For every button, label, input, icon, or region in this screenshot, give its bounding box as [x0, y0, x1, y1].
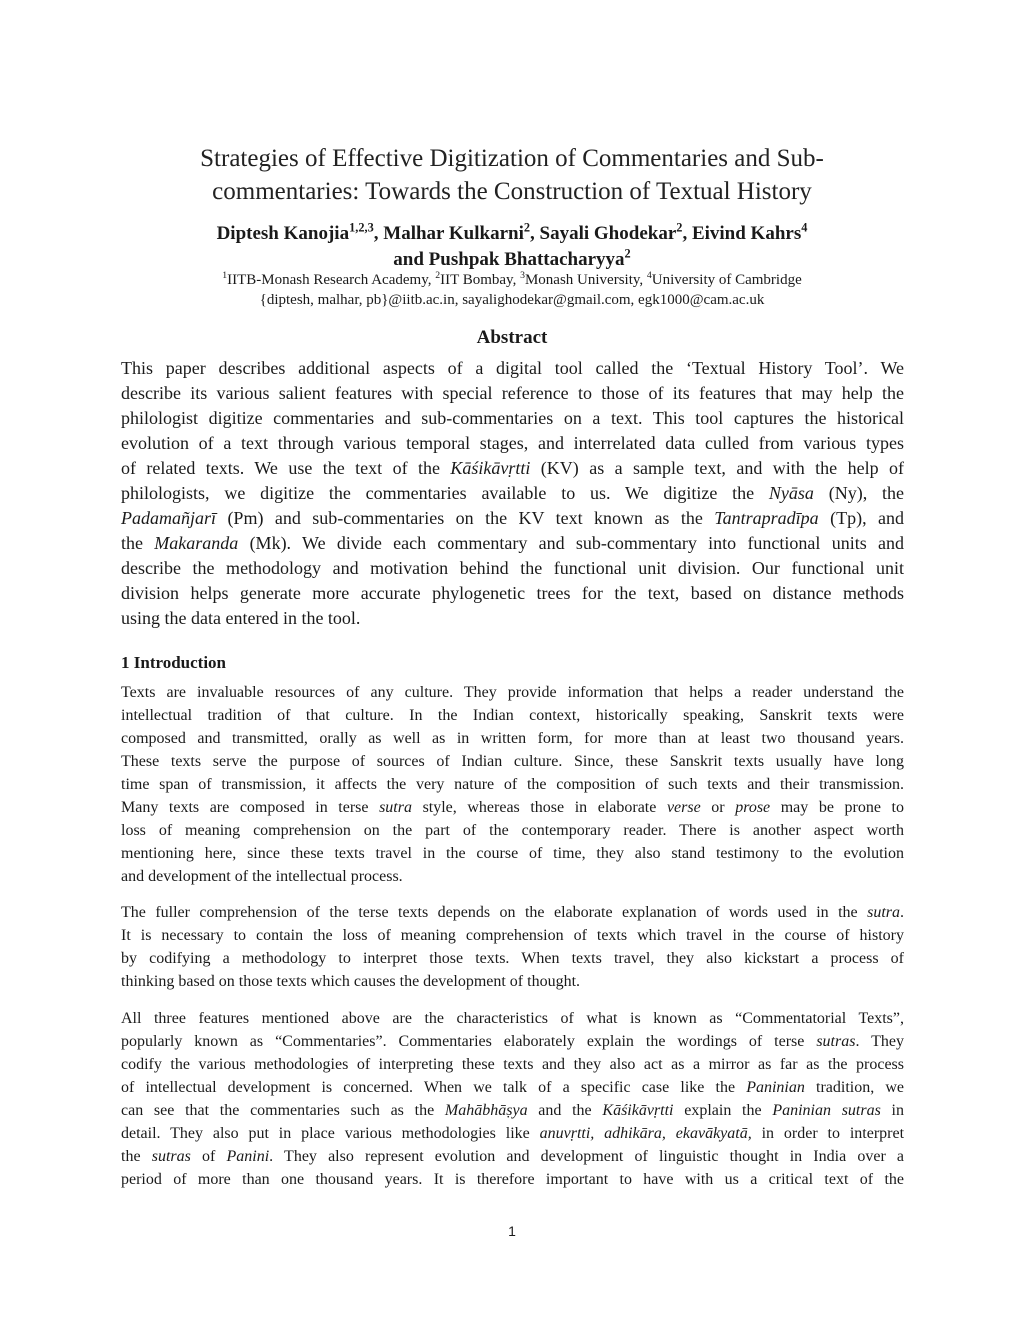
- italic-term: Kāśikāvṛtti: [602, 1102, 674, 1119]
- text-line: detail. They also put in place various methodologies like anuvṛtti, adhikāra, ekavākyatā, in order to interpret: [121, 1125, 905, 1142]
- affil-marker: 4: [646, 270, 652, 281]
- text-line: Many texts are composed in terse sutra style, whereas those in elaborate verse or prose may be prone to: [121, 799, 904, 816]
- text-line: thinking based on those texts which causes the development of thought.: [121, 973, 581, 990]
- affil-marker: 3: [520, 270, 525, 281]
- italic-term: Mahābhāṣya: [444, 1102, 528, 1119]
- title-line: Strategies of Effective Digitization of Commentaries and Sub-: [200, 145, 824, 172]
- paper-title: [120, 142, 904, 208]
- italic-term: sutras: [816, 1033, 856, 1050]
- text-line: evolution of a text through various temporal stages, and interrelated data culled from various types: [121, 433, 904, 453]
- text-line: composed and transmitted, orally as well as in written form, for more than at least two thousand years.: [121, 730, 904, 747]
- italic-term: prose: [735, 799, 771, 816]
- text-title-italic: Padamañjarī: [121, 508, 217, 528]
- author-affil-marker: 2: [523, 220, 531, 235]
- italic-term: sutra: [867, 904, 900, 921]
- text-line: division helps generate more accurate phylogenetic trees for the text, based on distance methods: [121, 583, 904, 603]
- affil-name: University of Cambridge: [651, 272, 802, 288]
- author-name: , Sayali Ghodekar: [530, 223, 677, 244]
- author-name: , Eivind Kahrs: [682, 223, 802, 244]
- text-line: and development of the intellectual process.: [121, 868, 403, 885]
- text-line: period of more than one thousand years. It is therefore important to have with us a critical text of the: [121, 1171, 904, 1188]
- affil-name: IITB-Monash Research Academy,: [227, 272, 436, 288]
- text-line: mentioning here, since these texts travel in the course of time, they also stand testimony to the evolution: [121, 845, 904, 862]
- text-title-italic: Nyāsa: [768, 483, 814, 503]
- intro-paragraph-2: [121, 901, 904, 993]
- text-line: codify the various methodologies of interpreting these texts and they also act as a mirror as far as the process: [121, 1056, 904, 1073]
- affiliation-line: [100, 270, 924, 290]
- text-line: describe the methodology and motivation behind the functional unit division. Our functional unit: [121, 558, 904, 578]
- text-line: Texts are invaluable resources of any culture. They provide information that helps a reader understand the: [121, 684, 904, 701]
- author-affil-marker: 2: [676, 220, 683, 235]
- text-title-italic: Kāśikāvṛtti: [450, 458, 531, 478]
- text-line: philologist digitize commentaries and sub-commentaries on a text. This tool captures the historical: [121, 408, 904, 428]
- text-line: using the data entered in the tool.: [121, 608, 361, 628]
- italic-term: sutras: [151, 1148, 191, 1165]
- text-line: All three features mentioned above are the characteristics of what is known as “Commentatorial Texts”,: [121, 1010, 904, 1027]
- text-line: This paper describes additional aspects of a digital tool called the ‘Textual History Tool’. We: [121, 358, 904, 378]
- text-line: Padamañjarī (Pm) and sub-commentaries on the KV text known as the Tantrapradīpa (Tp), and: [121, 508, 904, 528]
- text-title-italic: Tantrapradīpa: [714, 508, 819, 528]
- text-title-italic: Makaranda: [154, 533, 239, 553]
- author-name: and Pushpak Bhattacharyya: [393, 249, 625, 270]
- text-line: These texts serve the purpose of sources of Indian culture. Since, these Sanskrit texts usually have long: [121, 753, 904, 770]
- italic-term: anuvṛtti, adhikāra, ekavākyatā,: [539, 1125, 752, 1142]
- text-line: It is necessary to contain the loss of meaning comprehension of texts which travel in the course of history: [121, 927, 904, 944]
- italic-term: Paninian: [746, 1079, 805, 1096]
- text-line: can see that the commentaries such as the Mahābhāṣya and the Kāśikāvṛtti explain the Paninian sutras in: [121, 1102, 904, 1119]
- author-name: Diptesh Kanojia: [216, 223, 350, 244]
- author-list: [100, 221, 924, 273]
- intro-paragraph-3: [121, 1007, 904, 1191]
- text-line: the Makaranda (Mk). We divide each commentary and sub-commentary into functional units and: [121, 533, 904, 553]
- text-line: of related texts. We use the text of the Kāśikāvṛtti (KV) as a sample text, and with the help of: [121, 458, 904, 478]
- text-line: philologists, we digitize the commentaries available to us. We digitize the Nyāsa (Ny), the: [121, 483, 904, 503]
- author-affil-marker: 4: [801, 220, 808, 235]
- author-emails: {diptesh, malhar, pb}@iitb.ac.in, sayalighodekar@gmail.com, egk1000@cam.ac.uk: [259, 292, 765, 308]
- text-line: time span of transmission, it affects the very nature of the composition of such texts and their transmission.: [121, 776, 904, 793]
- author-name: , Malhar Kulkarni: [373, 223, 524, 244]
- text-line: describe its various salient features with special reference to those of its features that may help the: [121, 383, 904, 403]
- text-line: loss of meaning comprehension on the part of the contemporary reader. There is another aspect worth: [121, 822, 904, 839]
- italic-term: Panini: [226, 1148, 270, 1165]
- author-line: [100, 221, 924, 247]
- text-line: popularly known as “Commentaries”. Commentaries elaborately explain the wordings of terse sutras. They: [121, 1033, 904, 1050]
- title-line: commentaries: Towards the Construction of Textual History: [212, 178, 812, 205]
- page-number: 1: [508, 1223, 516, 1239]
- intro-paragraph-1: [121, 681, 904, 888]
- italic-term: verse: [666, 799, 701, 816]
- text-line: of intellectual development is concerned. When we talk of a specific case like the Paninian tradition, we: [121, 1079, 904, 1096]
- author-affil-marker: 2: [624, 246, 631, 261]
- affil-marker: 1: [222, 270, 228, 281]
- text-line: intellectual tradition of that culture. In the Indian context, historically speaking, Sanskrit texts were: [121, 707, 904, 724]
- affil-name: IIT Bombay,: [440, 272, 521, 288]
- section-heading-introduction: 1 Introduction: [121, 653, 227, 672]
- affiliations: [100, 270, 924, 310]
- abstract-heading: Abstract: [476, 327, 548, 348]
- author-affil-marker: 1,2,3: [349, 220, 374, 235]
- abstract-body: [121, 356, 904, 631]
- text-line: by codifying a methodology to interpret those texts. When texts travel, they also kickstart a process of: [121, 950, 904, 967]
- italic-term: Paninian sutras: [772, 1102, 881, 1119]
- affil-marker: 2: [435, 270, 441, 281]
- italic-term: sutra: [379, 799, 412, 816]
- affil-name: Monash University,: [524, 272, 647, 288]
- text-line: the sutras of Panini. They also represent evolution and development of linguistic thought in India over a: [121, 1148, 905, 1165]
- text-line: The fuller comprehension of the terse texts depends on the elaborate explanation of words used in the sutra.: [121, 904, 904, 921]
